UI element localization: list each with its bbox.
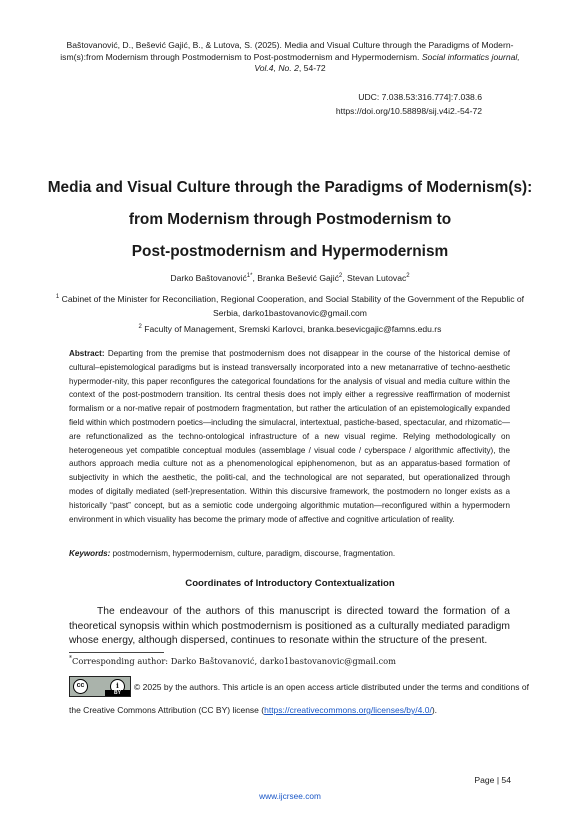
- section-heading: Coordinates of Introductory Contextualization: [185, 578, 395, 589]
- abstract-label: Abstract:: [69, 349, 105, 358]
- citation-line-1: Baštovanović, D., Bešević Gajić, B., & Lutova, S. (2025). Media and Visual Culture through the Paradigms of Modern-: [66, 40, 514, 50]
- cc-icon: cc: [73, 679, 88, 694]
- author-list: Darko Baštovanović$^{1*}$, Branka Bešević Gajić$^2$, Stevan Lutovac$^2$: [170, 272, 410, 283]
- footnote: *Corresponding author: Darko Baštovanović, darko1bastovanovic@gmail.com: [69, 655, 397, 666]
- title-line-1: Media and Visual Culture through the Paradigms of Modernism(s):: [47, 179, 533, 196]
- doi-link[interactable]: https://doi.org/10.58898/sij.v4i2.-54-72: [335, 106, 482, 116]
- citation-header: [60, 40, 520, 75]
- website-link[interactable]: www.ijcrsee.com: [259, 791, 321, 801]
- license-text-line-1: © 2025 by the authors. This article is an open access article distributed under the terms and conditions of: [134, 682, 529, 692]
- citation-line-2: ism(s):from Modernism through Postmodernism to Post-postmodernism and Hypermodernism. Social informatics journal,: [60, 51, 520, 62]
- keywords-label: Keywords:: [69, 549, 111, 558]
- keywords: [69, 547, 510, 560]
- license-text-line-2: the Creative Commons Attribution (CC BY) license (https://creativecommons.org/licenses/by/4.0/).: [69, 705, 438, 715]
- abstract-text: Departing from the premise that postmodernism does not disappear in the course of the historical demise of cultural–epistemological paradigms but is instead transversally incorporated into a new metanarrative of techno-aesthetic hypermoder-nity, this paper reconfigures the categorical foundations for the analysis of visual and media culture within the context of the post-postmodern transition. Its central thesis does not imply either a regressive reaffirmation of modernist formalism or a nor-mative repair of postmodern fragmentation, but rather the articulation of an epistemologically expanded field within which postmodern poetics—including the simulacral, intertextual, pastiche-based, spectacular, and rhizomatic—are refunctionalized as the techno-ontological infrastructure of a new visual regime. Relying methodologically on heterogeneous yet compatible conceptual modules (assemblage / visual code / cyberspace / algorithmic affectivity), the authors approach media culture not as a phenomenological epiphenomenon, but as an apparatus-based formation of subjectivity in which the aesthetic, the politi-cal, and the technological are not separated, but operationalized through modes of digitally mediated (self-)representation. Within this discursive framework, the postmodern no longer exists as a historically “past” concept, but as a semiotic code undergoing algorithmic mutation—reconfigured within a hypermodern environment in which visuality has become the primary mode of affective and cognitive articulation of reality.: [69, 349, 510, 524]
- license-link[interactable]: https://creativecommons.org/licenses/by/4.0/: [264, 705, 432, 715]
- affiliation-1: $^1$ Cabinet of the Minister for Reconciliation, Regional Cooperation, and Social Stability of the Government of the Republic of Serbia, darko1bastovanovic@gmail.com: [55, 293, 525, 318]
- attribution-icon: i: [110, 679, 125, 694]
- paper-title: [30, 172, 550, 268]
- title-line-2: from Modernism through Postmodernism to: [128, 211, 452, 228]
- citation-line-3: Vol.4, No. 2, 54-72: [254, 63, 326, 74]
- abstract: [69, 347, 510, 526]
- page-number: Page | 54: [474, 775, 511, 785]
- keywords-text: postmodernism, hypermodernism, culture, paradigm, discourse, fragmentation.: [110, 549, 396, 558]
- affiliation-2: $^2$ Faculty of Management, Sremski Karlovci, branka.besevicgajic@famns.edu.rs: [138, 323, 442, 334]
- title-line-3: Post-postmodernism and Hypermodernism: [131, 243, 449, 260]
- footnote-rule: [69, 652, 164, 653]
- journal-name: Social informatics journal,: [421, 51, 520, 62]
- udc-code: UDC: 7.038.53:316.774]:7.038.6: [358, 92, 482, 102]
- journal-volume: Vol.4, No. 2: [254, 63, 299, 74]
- by-label: BY: [105, 690, 130, 696]
- cc-license-badge[interactable]: [69, 676, 131, 697]
- body-paragraph: The endeavour of the authors of this manuscript is directed toward the formation of a theoretical synopsis within which postmodernism is positioned as a culturally mediated paradigm whose energy, although dispersed, continues to resonate within the structure of the present.: [69, 606, 510, 646]
